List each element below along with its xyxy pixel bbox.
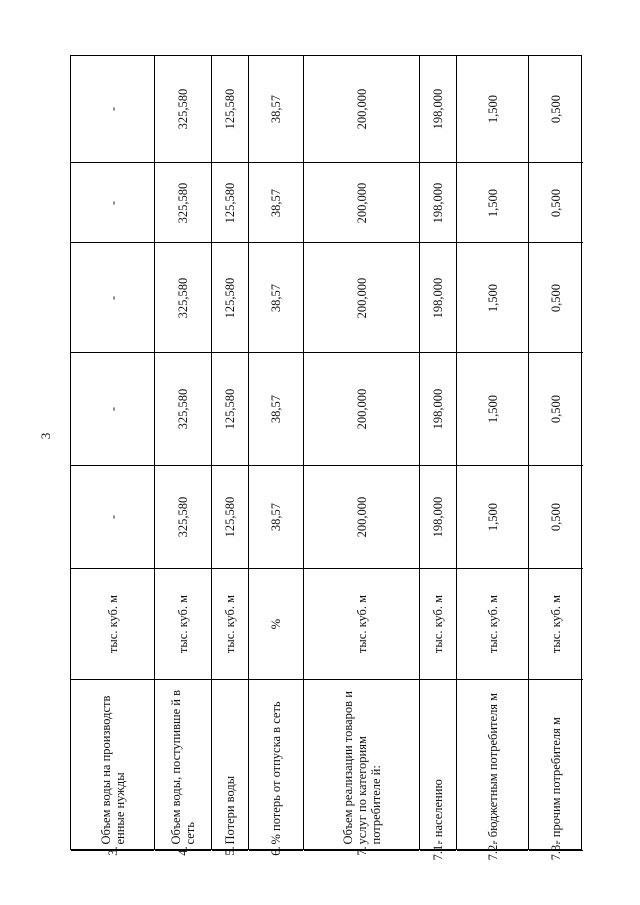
value-cell — [71, 56, 154, 163]
value-text: 200,000 — [354, 182, 369, 223]
indicator-name-text: % потерь от отпуска в сеть — [269, 701, 283, 845]
value-text: 198,000 — [431, 496, 445, 538]
indicator-name-text: - бюджетным потребителя м — [485, 692, 500, 845]
value-cell — [420, 163, 456, 243]
value-cell — [304, 466, 419, 569]
unit-cell — [155, 569, 211, 680]
value-cell — [304, 56, 419, 163]
table-row — [212, 56, 249, 856]
unit-cell — [304, 569, 419, 680]
value-text: 0,500 — [549, 502, 563, 532]
indicator-name-cell — [71, 680, 154, 851]
table-row — [249, 56, 304, 856]
value-text: 1,500 — [485, 94, 500, 124]
value-cell — [249, 163, 303, 243]
value-text: 125,580 — [223, 277, 237, 318]
table-row — [529, 56, 583, 861]
unit-text: тыс. куб. м — [354, 594, 369, 654]
value-cell — [212, 243, 248, 353]
indicator-name-text: Потери воды — [223, 775, 237, 845]
value-cell — [155, 243, 211, 353]
value-text: 125,580 — [223, 88, 237, 130]
unit-text: тыс. куб. м — [485, 594, 500, 654]
row-number-text: 6. — [269, 846, 283, 856]
value-cell — [529, 163, 583, 243]
value-text: 1,500 — [485, 394, 500, 424]
unit-text: тыс. куб. м — [431, 594, 445, 654]
indicator-name-cell — [529, 680, 583, 851]
value-cell — [304, 163, 419, 243]
value-cell — [529, 56, 583, 163]
value-text: 38,57 — [269, 188, 283, 217]
value-cell — [420, 243, 456, 353]
indicator-name-cell — [212, 680, 248, 851]
value-text: 38,57 — [269, 394, 283, 424]
value-text: 0,500 — [549, 94, 563, 124]
value-cell — [420, 353, 456, 466]
unit-text: % — [269, 618, 283, 630]
row-number-text: 7.3. — [549, 841, 563, 861]
row-number-text: 5. — [223, 846, 237, 856]
value-cell — [71, 466, 154, 569]
value-text: - — [105, 200, 120, 205]
value-cell — [71, 163, 154, 243]
value-text: 38,57 — [269, 283, 283, 312]
value-text: 0,500 — [549, 394, 563, 424]
value-cell — [457, 353, 528, 466]
value-cell — [420, 56, 456, 163]
value-cell — [71, 353, 154, 466]
value-text: 125,580 — [223, 496, 237, 538]
row-number-text: 7.2. — [485, 841, 500, 861]
unit-cell — [420, 569, 456, 680]
value-cell — [304, 243, 419, 353]
table-row — [71, 56, 155, 856]
unit-cell — [457, 569, 528, 680]
value-text: 325,580 — [176, 182, 190, 223]
value-text: 38,57 — [269, 502, 283, 532]
indicator-name-cell — [457, 680, 528, 851]
indicator-name-text: - населению — [431, 779, 445, 845]
value-cell — [212, 56, 248, 163]
value-text: 0,500 — [549, 188, 563, 217]
indicator-name-cell — [155, 680, 211, 851]
row-number-text: 7.1. — [431, 841, 445, 861]
unit-cell — [71, 569, 154, 680]
value-cell — [155, 353, 211, 466]
indicator-name-cell — [249, 680, 303, 851]
value-cell — [249, 353, 303, 466]
value-text: 200,000 — [354, 388, 369, 430]
table-row — [304, 56, 420, 856]
value-cell — [249, 466, 303, 569]
value-text: 200,000 — [354, 277, 369, 318]
value-cell — [457, 243, 528, 353]
value-text: 200,000 — [354, 496, 369, 538]
value-cell — [529, 243, 583, 353]
value-cell — [212, 466, 248, 569]
value-text: 198,000 — [431, 388, 445, 430]
value-cell — [457, 466, 528, 569]
value-text: 325,580 — [176, 88, 190, 130]
value-cell — [529, 353, 583, 466]
page-number: 3 — [38, 432, 53, 440]
unit-text: тыс. куб. м — [223, 594, 237, 654]
value-text: 200,000 — [354, 88, 369, 130]
value-text: 1,500 — [485, 502, 500, 532]
value-cell — [155, 163, 211, 243]
indicator-name-text: Объем реализации товаров и услуг по категориям потребителе й: — [340, 691, 383, 845]
value-text: 325,580 — [176, 277, 190, 318]
value-text: 198,000 — [431, 88, 445, 130]
value-text: 198,000 — [431, 277, 445, 318]
value-text: 1,500 — [485, 188, 500, 217]
value-cell — [212, 163, 248, 243]
value-cell — [457, 163, 528, 243]
value-text: - — [105, 514, 120, 520]
value-cell — [71, 243, 154, 353]
value-cell — [249, 243, 303, 353]
unit-cell — [249, 569, 303, 680]
indicator-table — [70, 55, 582, 861]
value-cell — [212, 353, 248, 466]
indicator-name-cell — [304, 680, 419, 851]
row-number-text: 4. — [176, 846, 190, 856]
indicator-name-text: Объем воды, поступивше й в сеть — [169, 690, 197, 845]
value-text: 198,000 — [431, 182, 445, 223]
row-number-text: 3. — [105, 846, 120, 856]
value-cell — [155, 56, 211, 163]
table-row — [155, 56, 212, 856]
row-number-text: 7. — [354, 846, 369, 856]
indicator-name-cell — [420, 680, 456, 851]
value-text: - — [105, 406, 120, 412]
value-text: 0,500 — [549, 283, 563, 312]
value-cell — [457, 56, 528, 163]
value-cell — [529, 466, 583, 569]
value-text: 1,500 — [485, 283, 500, 312]
indicator-name-text: Объем воды на производств енные нужды — [98, 695, 127, 845]
value-text: - — [105, 295, 120, 300]
value-text: - — [105, 106, 120, 112]
table-row — [457, 56, 529, 861]
unit-text: тыс. куб. м — [176, 594, 190, 654]
unit-cell — [529, 569, 583, 680]
unit-cell — [212, 569, 248, 680]
value-text: 38,57 — [269, 94, 283, 124]
value-cell — [249, 56, 303, 163]
value-text: 125,580 — [223, 182, 237, 223]
value-cell — [420, 466, 456, 569]
value-cell — [304, 353, 419, 466]
value-cell — [155, 466, 211, 569]
unit-text: тыс. куб. м — [549, 594, 563, 654]
table-row — [420, 56, 457, 861]
value-text: 325,580 — [176, 496, 190, 538]
unit-text: тыс. куб. м — [105, 594, 120, 654]
indicator-name-text: - прочим потребителя м — [549, 717, 563, 845]
value-text: 125,580 — [223, 388, 237, 430]
value-text: 325,580 — [176, 388, 190, 430]
